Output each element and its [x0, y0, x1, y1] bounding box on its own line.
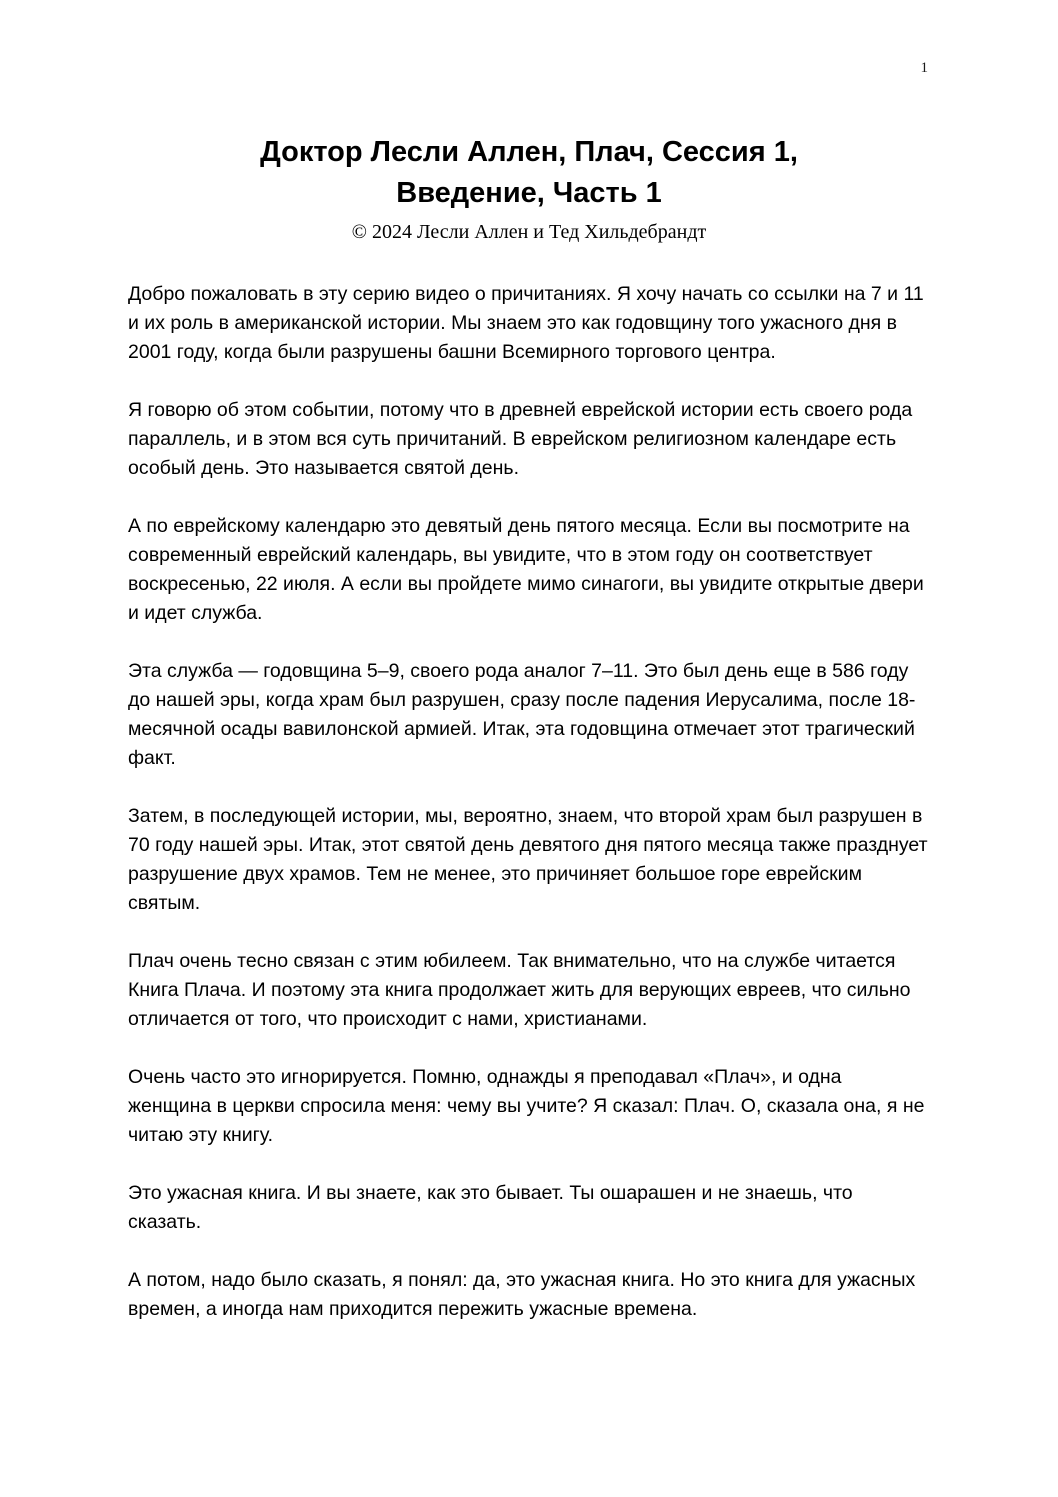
- paragraph: Это ужасная книга. И вы знаете, как это бывает. Ты ошарашен и не знаешь, что сказать.: [128, 1182, 853, 1234]
- paragraph: Я говорю об этом событии, потому что в древней еврейской истории есть своего рода параллель, и в этом вся суть причитаний. В еврейском религиозном календаре есть особый день. Это называется святой день.: [128, 399, 913, 480]
- paragraph: Эта служба — годовщина 5–9, своего рода аналог 7–11. Это был день еще в 586 году до нашей эры, когда храм был разрушен, сразу после падения Иерусалима, после 18-месячной осады вавилонской армией. Итак, эта годовщина отмечает этот трагический факт.: [128, 660, 916, 770]
- paragraph: А по еврейскому календарю это девятый день пятого месяца. Если вы посмотрите на современный еврейский календарь, вы увидите, что в этом году он соответствует воскресенью, 22 июля. А если вы пройдете мимо синагоги, вы увидите открытые двери и идет служба.: [128, 515, 924, 625]
- title-line-1: Доктор Лесли Аллен, Плач, Сессия 1,: [260, 136, 798, 168]
- copyright-line: © 2024 Лесли Аллен и Тед Хильдебрандт: [351, 221, 707, 244]
- paragraph: Очень часто это игнорируется. Помню, однажды я преподавал «Плач», и одна женщина в церкви спросила меня: чему вы учите? Я сказал: Плач. О, сказала она, я не читаю эту книгу.: [128, 1066, 925, 1147]
- paragraph: Плач очень тесно связан с этим юбилеем. Так внимательно, что на службе читается Книга Плача. И поэтому эта книга продолжает жить для верующих евреев, что сильно отличается от того, что происходит с нами, христианами.: [128, 950, 911, 1031]
- page-number: 1: [920, 60, 928, 76]
- title-line-2: Введение, Часть 1: [396, 177, 662, 210]
- paragraph: Добро пожаловать в эту серию видео о причитаниях. Я хочу начать со ссылки на 7 и 11 и их роль в американской истории. Мы знаем это как годовщину того ужасного дня в 2001 году, когда были разрушены башни Всемирного торгового центра.: [128, 283, 924, 364]
- paragraph: А потом, надо было сказать, я понял: да, это ужасная книга. Но это книга для ужасных времен, а иногда нам приходится пережить ужасные времена.: [128, 1269, 916, 1321]
- document-body: [128, 280, 930, 1324]
- paragraph: Затем, в последующей истории, мы, вероятно, знаем, что второй храм был разрушен в 70 году нашей эры. Итак, этот святой день девятого дня пятого месяца также празднует разрушение двух храмов. Тем не менее, это причиняет большое горе еврейским святым.: [128, 805, 928, 915]
- document-title: [128, 132, 930, 214]
